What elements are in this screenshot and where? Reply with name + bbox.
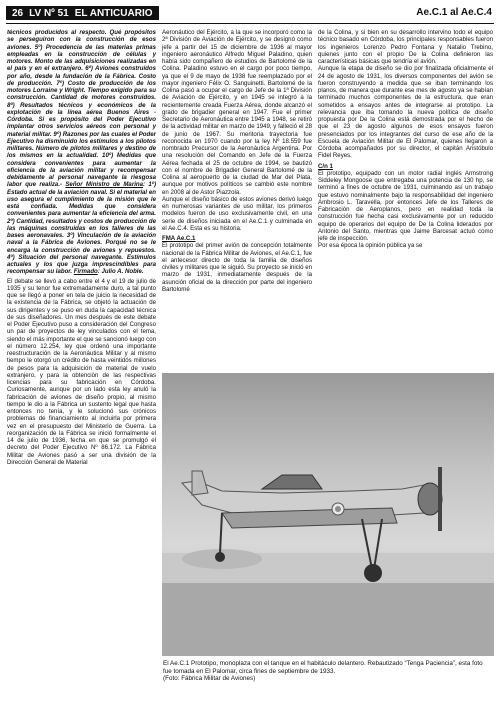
photo-credit: (Foto: Fábrica Militar de Aviones): [163, 675, 256, 683]
intro-text: técnicos producidos al respecto. Qué propósitos se perseguiron con la construcción de esos aviones. 5º) Procedencia de las materias primas empleadas en la construcción de células y motores. Monto de las adquisiciones realizadas en el país y en el extranjero. 6º) Aviones construidos por año, desde la fundación de la Fábrica. Costo de producción. 7º) Costo de producción de los motores Lorraine y Wright. Tiempo exigido para su construcción. Cantidad de motores construidos. 8º) Resultados técnicos y económicos de la explotación de la línea aérea Buenos Aires - Córdoba. Si es propósito del Poder Ejecutivo implantar otros servicios aéreos con personal y material militar. 9º) Razones por las cuales el Poder Ejecutivo ha disminuido los estímulos a los pilotos militares. Número de pilotos militares y destino de los mismos en la actualidad. 10º) Medidas que considera convenientes para aumentar la eficiencia de la aviación militar y recompensar debidamente al personal navegante la riesgosa labor que realiza.-: [7, 29, 156, 189]
column-3: [318, 29, 493, 250]
section-heading: FMA Ae.C.1: [162, 235, 196, 242]
body-paragraph: Aeronáutico del Ejército, a la que se incorporó como la 2ª División de Aviación de Ejército, y se designó como jefe a partir del 15 de diciembre de 1936 al mayor ingeniero aeronáutico Alfredo Miguel Paladino, quien había sido compañero de estudios de Bartolomé de la Colina. Paladino estuvo en el cargo por poco tiempo, ya que el 9 de mayo de 1938 fue reemplazado por el mayor ingeniero Félix O. Sanguinetti. Bartolomé de la Colina pasó a ocupar el cargo de Jefe de la 1ª División de Aviación de Ejército, y en 1945 se integró a la recientemente creada Fuerza Aérea, donde alcanzó el grado de brigadier general en 1947. Fue el primer Secretario de Aeronáutica entre 1945 a 1948, se retiró de la actividad militar en marzo de 1949, y falleció el 28 de junio de 1967. Su meritoria trayectoria fue reconocida en 1970 cuando por la ley Nº 18.559 fue nombrado Precursor de la Aeronáutica Argentina. Por una resolución del Comando en Jefe de la Fuerza Aérea fechada el 25 de octubre de 1994, se bautizó con el nombre de Brigadier General Bartolomé de la Colina al aeropuerto de la ciudad de Mar del Plata, aunque por motivos políticos se cambió este nombre en 2008 al de Astor Piazzola.: [162, 29, 312, 196]
aircraft-photo: [162, 373, 494, 656]
signed-author: : Julio A. Noble.: [97, 268, 144, 276]
body-paragraph: El prototipo del primer avión de concepción totalmente nacional de la Fábrica Militar de Aviones, el Ae.C.1, fue el antecesor directo de toda la familia de diseños civiles y militares que le siguió. Su proyecto se inició en marzo de 1931, inmediatamente después de la asunción oficial de la dirección por parte del ingeniero Bartolomé: [162, 242, 312, 293]
article-title: Ae.C.1 al Ae.C.4: [416, 7, 492, 18]
minister-name: Señor Ministro de Marina: [65, 181, 143, 189]
issue-number: LV Nº 51: [29, 7, 69, 19]
header-left-block: [6, 6, 159, 20]
body-paragraph: El prototipo, equipado con un motor radial inglés Armstrong Siddeley Mongoose que entregaba una potencia de 130 hp, se terminó a fines de octubre de 1931, culminando así un trabajo que estuvo nominalmente bajo la responsabilidad del ingeniero Ambrosio L. Taravella, por entonces Jefe de los Talleres de Fabricación de Aeroplanos, pero en realidad toda la construcción fue hecha casi exclusivamente por un reducido equipo de operarios del equipo de De la Colina liderados por Antonio del Santo, mientras que Jaime Barcesat actuó como jefe de inspección.: [318, 169, 493, 242]
page-header: [6, 6, 494, 24]
body-paragraph: Por esa época la opinión pública ya se: [318, 242, 423, 250]
section-heading: C/n 1: [318, 162, 333, 170]
page-number: 26: [12, 7, 24, 19]
body-paragraph: Aunque la etapa de diseño se dio por finalizada oficialmente el 24 de agosto de 1931, los diversos componentes del avión se fueron construyendo a medida que se iban terminando los planos, de manera que durante ese mes de agosto ya se habían terminado muchos componentes de la estructura, que eran sometidos a ensayos antes de integrarse al prototipo. La relevancia que iba tomando la nueva política de diseño propuesta por De la Colina está demostrada por el hecho de que el 23 de agosto algunos de esos ensayos fueron presenciados por los integrantes del curso de ese año de la Escuela de Aviación Militar de El Palomar, quienes llegaron a Córdoba acompañados por su director, el capitán Aristóbulo Fidel Reyes.: [318, 65, 493, 160]
photo-caption: [163, 660, 493, 683]
intro-paragraph: [7, 29, 156, 276]
section-name: EL ANTICUARIO: [74, 7, 153, 19]
aircraft-illustration: [162, 373, 494, 656]
body-paragraph: de la Colina, y si bien en su desarrollo intervino todo el equipo técnico basado en Córdoba, los principales responsables fueron los ingenieros Lorenzo Pedro Fontana y Natalio Trebino, quienes junto con el propio De la Colina definieron las características básicas que tendría el avión.: [318, 29, 493, 65]
column-2: [162, 29, 312, 293]
body-paragraph: Aunque el diseño básico de estos aviones derivó luego en numerosas variantes de uso militar, los primeros modelos fueron de uso exclusivamente civil, en una serie de diseños iniciada en el Ae.C.1 y culminada en el Ae.C.4. Esta es su historia.: [162, 195, 312, 232]
body-paragraph: El debate se llevó a cabo entre el 4 y el 19 de julio de 1935 y su tenor fue extremadamente duro, a tal punto que se llegó a poner en tela de juicio la necesidad de la existencia de la Fábrica, se objetó la actuación de sus dirigentes y se puso en duda la capacidad técnica de sus diseñadores. Un mes después de este debate el Poder Ejecutivo puso a consideración del Congreso un par de proyectos de ley vinculados con el tema, siendo el más importante el que se sancionó luego con el número 12.254, ley que ordenó una importante reestructuración de la Aeronáutica Militar y al mismo tiempo le otorgó un crédito de hasta veintidós millones de pesos para la adquisición de material de vuelo extranjero, y para la obtención de las respectivas licencias para su fabricación en Córdoba. Curiosamente, aunque por un lado esta ley anuló la fabricación de aviones de diseño propio, al mismo tiempo le dio a la Fábrica un sustento legal que hasta entonces no tenía, y le solucionó sus crónicos problemas de financiamiento al incluirla por primera vez en el presupuesto del Ministerio de Guerra. La reorganización de la Fábrica se inició formalmente el 14 de julio de 1936, fecha en que se promulgó el decreto del Poder Ejecutivo Nº 86.172. La Fábrica Militar de Aviones pasó a ser una división de la Dirección General de Material: [7, 277, 156, 466]
intro-text-continued: : 1º) Estado actual de la aviación naval. Si el material en uso asegura el cumplimiento de la misión que le está confiada. Medidas que considera convenientes para aumentar la eficiencia del arma. 2º) Cantidad, resultados y costos de producción de las máquinas construidas en los talleres de las bases aeronavales. 3º) Vinculación de la aviación naval a la Fábrica de Aviones. Porqué no se le encarga la construcción de aviones y repuestos. 4º) Situación del personal navegante. Estímulos actuales y los que juzga imprescindibles para recompensar su labor.: [7, 181, 156, 276]
caption-text: El Ae.C.1 Prototipo, monoplaza con el tanque en el habitáculo delantero. Rebautizado “Tenga Paciencia”, esta foto fue tomada en El Palomar, circa fines de septiembre de 1933.: [163, 660, 483, 675]
column-1: [7, 29, 156, 466]
signed-label: Firmado: [73, 268, 98, 276]
